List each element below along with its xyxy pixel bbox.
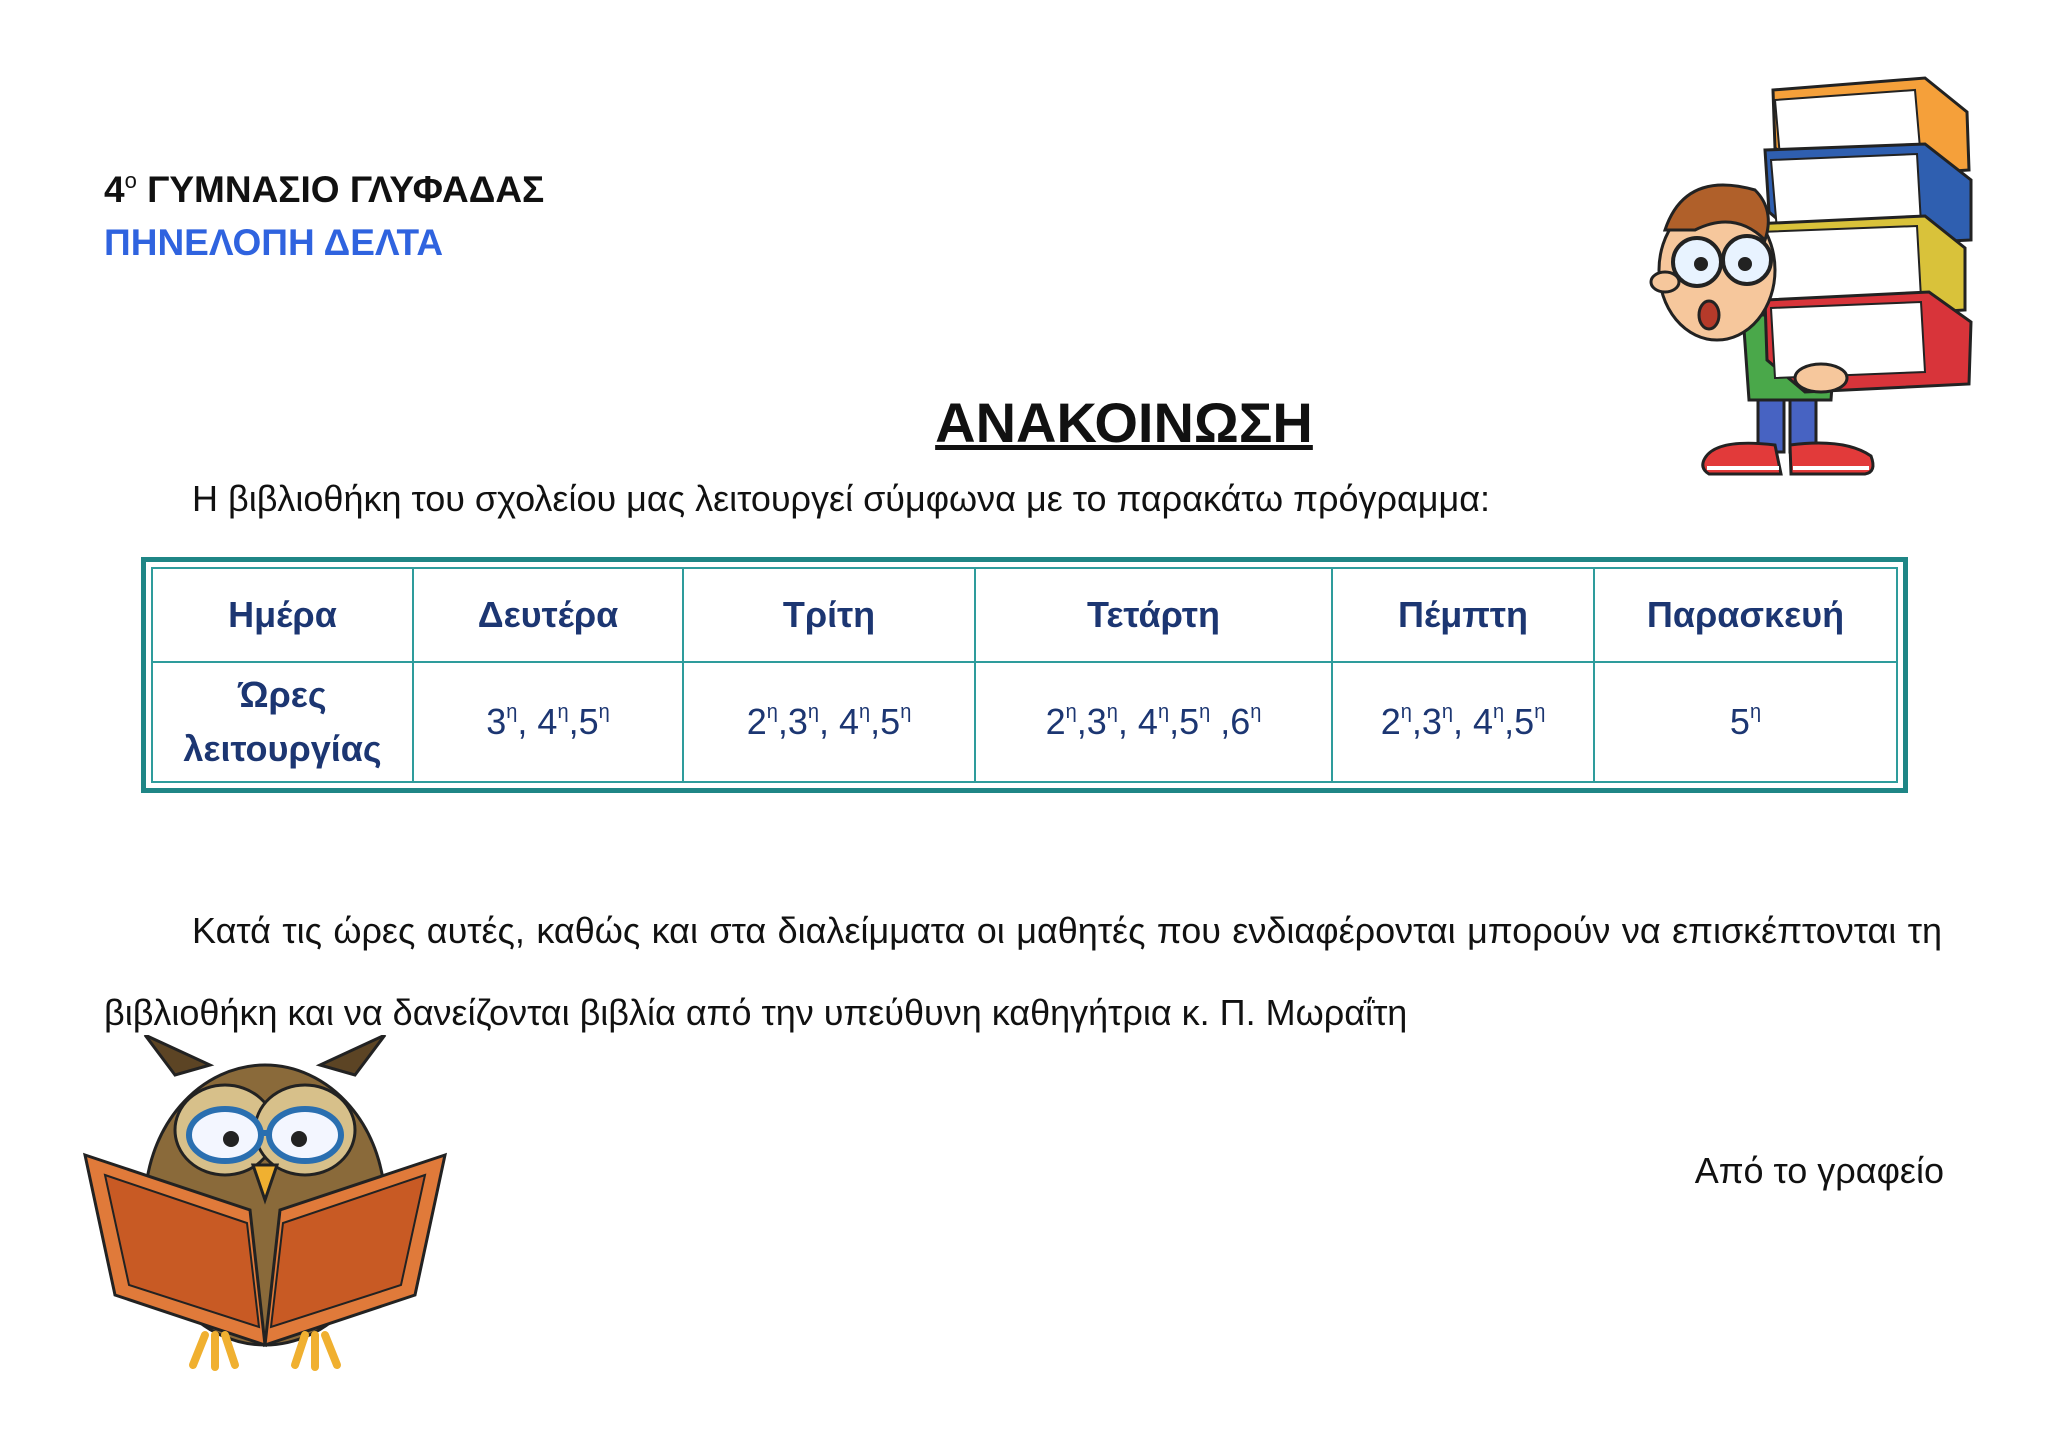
- schedule-table: [151, 567, 1898, 783]
- signature: Από το γραφείο: [1694, 1150, 1944, 1191]
- header-cell: Πέμπτη: [1332, 568, 1594, 662]
- header-cell: Τετάρτη: [975, 568, 1332, 662]
- row-label: Ώρες λειτουργίας: [152, 662, 413, 782]
- hours-cell: $2^\eta,3^\eta$, $4^\eta,5^\eta$: [683, 662, 975, 782]
- announcement-title: ΑΝΑΚΟΙΝΩΣΗ: [935, 391, 1313, 454]
- header-cell: Ημέρα: [152, 568, 413, 662]
- intro-text: Η βιβλιοθήκη του σχολείου μας λειτουργεί σύμφωνα με το παρακάτω πρόγραμμα:: [192, 478, 1491, 519]
- table-header-row: [152, 568, 1897, 662]
- owl-reading-book-icon: [75, 1035, 455, 1375]
- schedule-table-frame: [141, 557, 1908, 793]
- hours-cell: $5^\eta$: [1594, 662, 1897, 782]
- body-paragraph: Κατά τις ώρες αυτές, καθώς και στα διαλείμματα οι μαθητές που ενδιαφέρονται μπορούν να επισκέπτονται τη βιβλιοθήκη και να δανείζονται βιβλία από την υπεύθυνη καθηγήτρια κ. Π. Μωραΐτη: [104, 910, 1942, 1033]
- boy-with-books-icon: [1625, 60, 1985, 500]
- header-cell: Δευτέρα: [413, 568, 683, 662]
- hours-cell: $2^\eta,3^\eta$, $4^\eta,5^\eta$: [1332, 662, 1594, 782]
- school-name: $4^o$ ΓΥΜΝΑΣΙΟ ΓΛΥΦΑΔΑΣ: [104, 168, 545, 210]
- header-cell: Παρασκευή: [1594, 568, 1897, 662]
- hours-cell: $3^\eta$, $4^\eta,5^\eta$: [413, 662, 683, 782]
- hours-cell: $2^\eta,3^\eta$, $4^\eta,5^\eta$ $,6^\eta$: [975, 662, 1332, 782]
- teacher-name: ΠΗΝΕΛΟΠΗ ΔΕΛΤΑ: [104, 222, 444, 263]
- table-row: [152, 662, 1897, 782]
- header-cell: Τρίτη: [683, 568, 975, 662]
